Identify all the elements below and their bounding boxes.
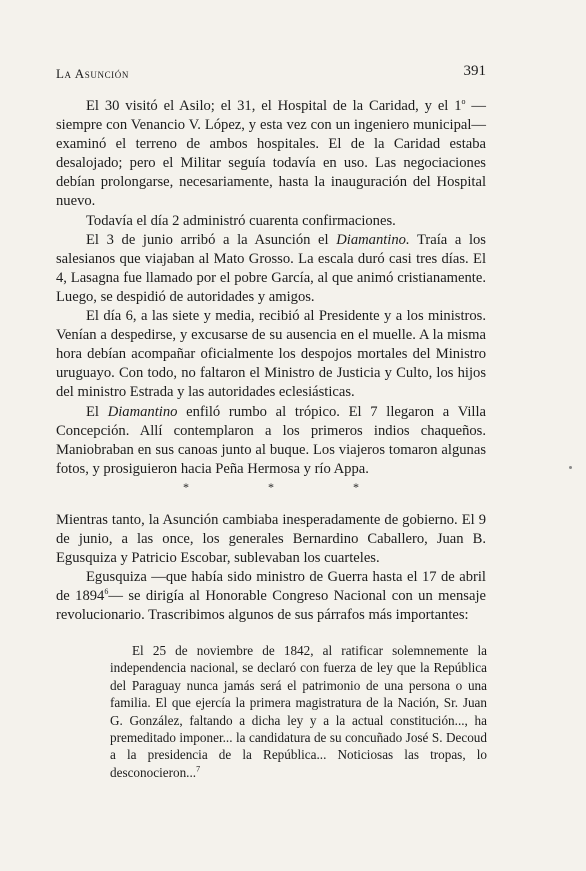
quote-text: El 25 de noviembre de 1842, al ratificar solemnemente la independencia nacional, se declaró con fuerza de ley que la República del Paraguay nunca jamás será el patrimonio de una persona o una familia. El que ejercía la primera magistratura de la Nación, Sr. Juan G. González, faltando a dicha ley y a la actual constitución..., ha premeditado imponer... la candidatura de su concuñado José S. Decoud a la presidencia de la República... Noticiosas las tropas, lo desconocieron... bbox=[110, 643, 487, 780]
footnote-marker: 6 bbox=[104, 587, 109, 597]
paragraph bbox=[56, 403, 486, 479]
paragraph bbox=[56, 231, 486, 307]
paragraph-text: Mientras tanto, la Asunción cambiaba inesperadamente de gobierno. El 9 de junio, a las once, los generales Bernardino Caballero, Juan B. Egusquiza y Patricio Escobar, sublevaban los cuarteles. bbox=[56, 512, 486, 567]
paragraph bbox=[56, 511, 486, 568]
paragraph-text: enfiló rumbo al trópico. El 7 llegaron a Villa Concepción. Allí contemplaron a los primeros indios chaqueños. Maniobraban en sus canoas junto al buque. Los viajeros tomaron algunas fotos, y prosiguieron hacia Peña Hermosa y río Appa. bbox=[56, 403, 487, 477]
paragraph bbox=[56, 568, 486, 625]
body-text-continued bbox=[56, 511, 486, 626]
ordinal-superscript: o bbox=[461, 97, 466, 107]
page-number: 391 bbox=[463, 63, 486, 79]
paragraph bbox=[56, 307, 486, 402]
paragraph-text: El 30 visitó el Asilo; el 31, el Hospital de la Caridad, y el 1 bbox=[86, 98, 462, 114]
quote-paragraph bbox=[110, 642, 487, 781]
paragraph bbox=[56, 97, 486, 212]
paragraph-text: El bbox=[86, 403, 108, 420]
paragraph bbox=[56, 212, 486, 231]
paragraph-text: El 3 de junio arribó a la Asunción el bbox=[86, 231, 337, 248]
running-head: La Asunción bbox=[56, 66, 129, 81]
block-quote bbox=[110, 642, 487, 781]
section-break: * * * bbox=[183, 480, 397, 494]
paragraph-text: El día 6, a las siete y media, recibió al Presidente y a los ministros. Venían a despedirse, y excusarse de su ausencia en el muelle. A la misma hora debían acompañar oficialmente los despojos mortales del Ministro uruguayo. Con todo, no faltaron el Ministro de Justicia y Culto, los hijos del ministro Estrada y las autoridades eclesiásticas. bbox=[56, 308, 486, 401]
paragraph-text: Traía a los salesianos que viajaban al Mato Grosso. La escala duró casi tres días. El 4, Lasagna fue llamado por el pobre García, al que animó cristianamente. Luego, se despidió de autoridades y amigos. bbox=[56, 231, 486, 305]
ship-name: Diamantino. bbox=[336, 231, 410, 248]
body-text bbox=[56, 97, 486, 479]
paragraph-text: — se dirigía al Honorable Congreso Nacional con un mensaje revolucionario. Trascribimos algunos de sus párrafos más importantes: bbox=[56, 588, 486, 624]
ship-name: Diamantino bbox=[107, 403, 178, 420]
paragraph-text: Todavía el día 2 administró cuarenta confirmaciones. bbox=[86, 212, 396, 229]
footnote-marker: 7 bbox=[196, 764, 201, 774]
margin-speck bbox=[569, 466, 572, 469]
paragraph-text: —siempre con Venancio V. López, y esta vez con un ingeniero municipal— examinó el terreno de ambos hospitales. El de la Caridad estaba desalojado; pero el Militar seguía todavía en uso. Las negociaciones debían prolongarse, necesariamente, hasta la inauguración del Hospital nuevo. bbox=[56, 98, 486, 210]
paragraph-text: Egusquiza —que había sido ministro de Guerra hasta el 17 de abril de 1894 bbox=[56, 569, 486, 605]
